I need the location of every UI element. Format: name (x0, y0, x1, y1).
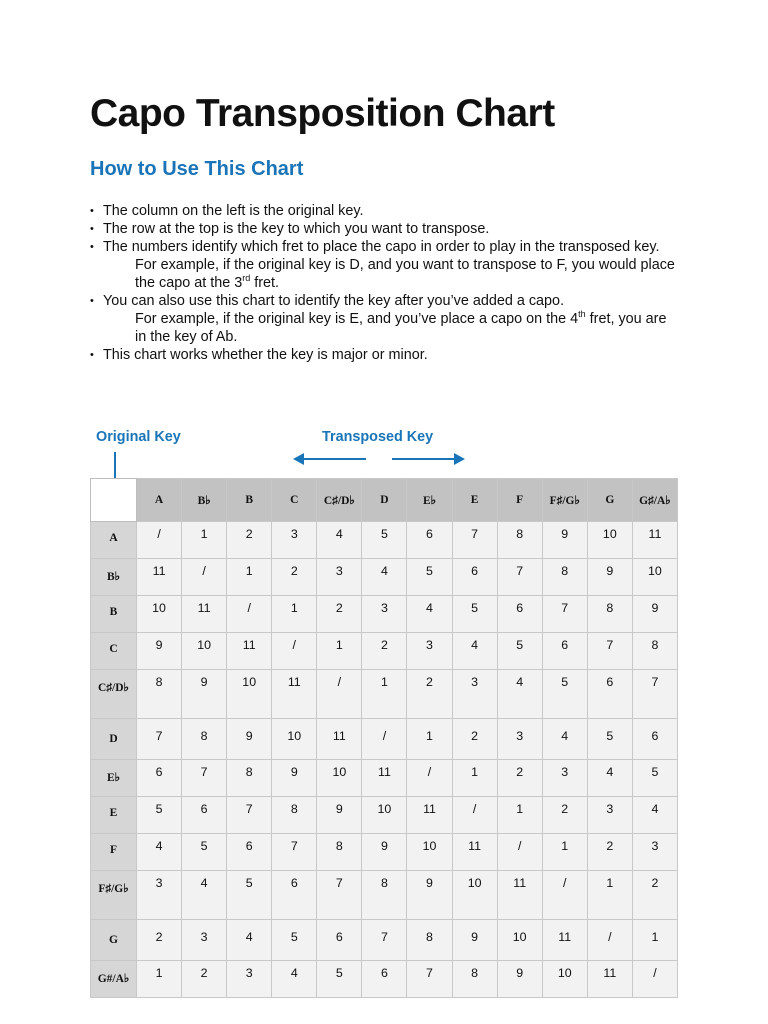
fret-cell: 4 (227, 920, 272, 961)
row-header: E♭ (91, 760, 137, 797)
fret-cell: 10 (362, 797, 407, 834)
fret-cell: 2 (632, 871, 677, 920)
capo-table (90, 478, 678, 998)
page-title: Capo Transposition Chart (90, 92, 555, 135)
fret-cell: 2 (497, 760, 542, 797)
row-header: F (91, 834, 137, 871)
fret-cell: 7 (182, 760, 227, 797)
table-row (91, 871, 678, 920)
row-header: B (91, 596, 137, 633)
fret-cell: 5 (497, 633, 542, 670)
fret-cell: 1 (542, 834, 587, 871)
fret-cell: / (272, 633, 317, 670)
fret-cell: 3 (542, 760, 587, 797)
fret-cell: 11 (407, 797, 452, 834)
fret-cell: 7 (632, 670, 677, 719)
fret-cell: 3 (272, 522, 317, 559)
fret-cell: 9 (272, 760, 317, 797)
fret-cell: 4 (182, 871, 227, 920)
fret-cell: 3 (632, 834, 677, 871)
fret-cell: 4 (362, 559, 407, 596)
fret-cell: / (632, 961, 677, 998)
fret-cell: 8 (632, 633, 677, 670)
table-row (91, 797, 678, 834)
table-row (91, 559, 678, 596)
fret-cell: 5 (542, 670, 587, 719)
fret-cell: 9 (407, 871, 452, 920)
fret-cell: 6 (542, 633, 587, 670)
fret-cell: 3 (227, 961, 272, 998)
fret-cell: 2 (407, 670, 452, 719)
fret-cell: 4 (137, 834, 182, 871)
fret-cell: 1 (317, 633, 362, 670)
original-key-label: Original Key (96, 429, 181, 445)
fret-cell: 10 (182, 633, 227, 670)
column-header: D (362, 479, 407, 522)
fret-cell: 3 (407, 633, 452, 670)
fret-cell: 1 (407, 719, 452, 760)
list-item: • The row at the top is the key to which you want to transpose. (90, 220, 680, 238)
fret-cell: 1 (182, 522, 227, 559)
fret-cell: 10 (317, 760, 362, 797)
example-text: For example, if the original key is D, and you want to transpose to F, you would place the capo at the 3rd fret. (135, 257, 675, 291)
fret-cell: 8 (587, 596, 632, 633)
fret-cell: 2 (452, 719, 497, 760)
fret-cell: 2 (272, 559, 317, 596)
row-header: B♭ (91, 559, 137, 596)
fret-cell: 10 (452, 871, 497, 920)
fret-cell: 7 (587, 633, 632, 670)
column-header: A (137, 479, 182, 522)
fret-cell: 6 (137, 760, 182, 797)
fret-cell: 5 (362, 522, 407, 559)
fret-cell: 3 (362, 596, 407, 633)
fret-cell: 7 (317, 871, 362, 920)
fret-cell: 9 (452, 920, 497, 961)
row-header: F♯/G♭ (91, 871, 137, 920)
fret-cell: / (227, 596, 272, 633)
row-header: G (91, 920, 137, 961)
fret-cell: 9 (182, 670, 227, 719)
fret-cell: 2 (182, 961, 227, 998)
column-header: G (587, 479, 632, 522)
fret-cell: 2 (137, 920, 182, 961)
fret-cell: 6 (632, 719, 677, 760)
fret-cell: / (137, 522, 182, 559)
fret-cell: 5 (227, 871, 272, 920)
fret-cell: 8 (317, 834, 362, 871)
list-item: • The numbers identify which fret to place the capo in order to play in the transposed key. For example, if the original key is D, and you want to transpose to F, you would place the capo at the 3rd fret. (90, 238, 680, 292)
column-header: F♯/G♭ (542, 479, 587, 522)
fret-cell: 4 (542, 719, 587, 760)
table-row (91, 522, 678, 559)
fret-cell: 3 (497, 719, 542, 760)
fret-cell: 6 (227, 834, 272, 871)
fret-cell: 7 (407, 961, 452, 998)
corner-cell (91, 479, 137, 522)
section-heading: How to Use This Chart (90, 158, 304, 180)
fret-cell: 1 (632, 920, 677, 961)
fret-cell: 9 (362, 834, 407, 871)
row-header: D (91, 719, 137, 760)
fret-cell: 10 (137, 596, 182, 633)
fret-cell: 8 (497, 522, 542, 559)
fret-cell: 8 (137, 670, 182, 719)
fret-cell: 7 (227, 797, 272, 834)
fret-cell: 7 (497, 559, 542, 596)
fret-cell: 11 (272, 670, 317, 719)
table-row (91, 633, 678, 670)
fret-cell: 6 (182, 797, 227, 834)
row-header: C (91, 633, 137, 670)
fret-cell: / (182, 559, 227, 596)
fret-cell: 6 (407, 522, 452, 559)
fret-cell: 5 (452, 596, 497, 633)
fret-cell: / (587, 920, 632, 961)
fret-cell: 5 (317, 961, 362, 998)
fret-cell: 5 (137, 797, 182, 834)
fret-cell: 4 (317, 522, 362, 559)
fret-cell: / (497, 834, 542, 871)
fret-cell: 3 (182, 920, 227, 961)
column-header: G♯/A♭ (632, 479, 677, 522)
fret-cell: 9 (587, 559, 632, 596)
fret-cell: 5 (407, 559, 452, 596)
fret-cell: 9 (542, 522, 587, 559)
table-body (91, 522, 678, 998)
fret-cell: 4 (587, 760, 632, 797)
fret-cell: 5 (272, 920, 317, 961)
table-row (91, 961, 678, 998)
fret-cell: 2 (587, 834, 632, 871)
fret-cell: 2 (362, 633, 407, 670)
instructions-list (90, 202, 680, 364)
fret-cell: 4 (452, 633, 497, 670)
fret-cell: 6 (317, 920, 362, 961)
fret-cell: 4 (407, 596, 452, 633)
table-row (91, 760, 678, 797)
fret-cell: 5 (632, 760, 677, 797)
fret-cell: 7 (272, 834, 317, 871)
fret-cell: 3 (137, 871, 182, 920)
fret-cell: 1 (272, 596, 317, 633)
list-item: • The column on the left is the original key. (90, 202, 680, 220)
fret-cell: 11 (632, 522, 677, 559)
column-header: C♯/D♭ (317, 479, 362, 522)
row-header: E (91, 797, 137, 834)
fret-cell: 10 (407, 834, 452, 871)
fret-cell: 10 (497, 920, 542, 961)
fret-cell: 9 (227, 719, 272, 760)
row-header: A (91, 522, 137, 559)
fret-cell: 6 (452, 559, 497, 596)
column-header: E (452, 479, 497, 522)
fret-cell: 1 (452, 760, 497, 797)
fret-cell: 2 (227, 522, 272, 559)
fret-cell: 11 (497, 871, 542, 920)
list-item: • You can also use this chart to identify the key after you’ve added a capo. For example, if the original key is E, and you’ve place a capo on the 4th fret, you are in the key of Ab. (90, 292, 680, 346)
fret-cell: 7 (542, 596, 587, 633)
header-row (91, 479, 678, 522)
column-header: E♭ (407, 479, 452, 522)
fret-cell: 8 (542, 559, 587, 596)
fret-cell: 10 (587, 522, 632, 559)
fret-cell: 10 (272, 719, 317, 760)
fret-cell: 8 (182, 719, 227, 760)
fret-cell: 7 (137, 719, 182, 760)
fret-cell: 10 (227, 670, 272, 719)
fret-cell: 4 (497, 670, 542, 719)
fret-cell: / (362, 719, 407, 760)
fret-cell: 10 (542, 961, 587, 998)
fret-cell: 6 (497, 596, 542, 633)
fret-cell: 6 (587, 670, 632, 719)
fret-cell: 8 (227, 760, 272, 797)
fret-cell: 1 (362, 670, 407, 719)
table-row (91, 596, 678, 633)
arrow-left-icon (292, 450, 370, 468)
fret-cell: 4 (632, 797, 677, 834)
fret-cell: 1 (497, 797, 542, 834)
fret-cell: 8 (452, 961, 497, 998)
fret-cell: / (452, 797, 497, 834)
fret-cell: 1 (587, 871, 632, 920)
fret-cell: 8 (362, 871, 407, 920)
fret-cell: 11 (317, 719, 362, 760)
fret-cell: 8 (272, 797, 317, 834)
list-item: • This chart works whether the key is major or minor. (90, 346, 680, 364)
fret-cell: 11 (587, 961, 632, 998)
table-row (91, 719, 678, 760)
fret-cell: / (407, 760, 452, 797)
fret-cell: 2 (317, 596, 362, 633)
fret-cell: 9 (632, 596, 677, 633)
column-header: B (227, 479, 272, 522)
column-header: C (272, 479, 317, 522)
fret-cell: 7 (452, 522, 497, 559)
fret-cell: 9 (137, 633, 182, 670)
column-header: B♭ (182, 479, 227, 522)
fret-cell: 4 (272, 961, 317, 998)
fret-cell: 6 (362, 961, 407, 998)
column-header: F (497, 479, 542, 522)
table-row (91, 834, 678, 871)
fret-cell: / (317, 670, 362, 719)
arrow-right-icon (390, 450, 468, 468)
fret-cell: 6 (272, 871, 317, 920)
row-header: G#/A♭ (91, 961, 137, 998)
fret-cell: 9 (497, 961, 542, 998)
row-header: C♯/D♭ (91, 670, 137, 719)
fret-cell: / (542, 871, 587, 920)
example-text: For example, if the original key is E, and you’ve place a capo on the 4th fret, you are in the key of Ab. (135, 309, 667, 345)
fret-cell: 11 (362, 760, 407, 797)
fret-cell: 11 (137, 559, 182, 596)
fret-cell: 10 (632, 559, 677, 596)
table-row (91, 920, 678, 961)
fret-cell: 9 (317, 797, 362, 834)
fret-cell: 11 (452, 834, 497, 871)
fret-cell: 7 (362, 920, 407, 961)
fret-cell: 3 (587, 797, 632, 834)
fret-cell: 2 (542, 797, 587, 834)
fret-cell: 11 (182, 596, 227, 633)
fret-cell: 11 (542, 920, 587, 961)
fret-cell: 11 (227, 633, 272, 670)
fret-cell: 5 (182, 834, 227, 871)
fret-cell: 1 (137, 961, 182, 998)
table-row (91, 670, 678, 719)
fret-cell: 1 (227, 559, 272, 596)
fret-cell: 3 (317, 559, 362, 596)
transposed-key-label: Transposed Key (322, 429, 434, 445)
fret-cell: 5 (587, 719, 632, 760)
fret-cell: 8 (407, 920, 452, 961)
fret-cell: 3 (452, 670, 497, 719)
